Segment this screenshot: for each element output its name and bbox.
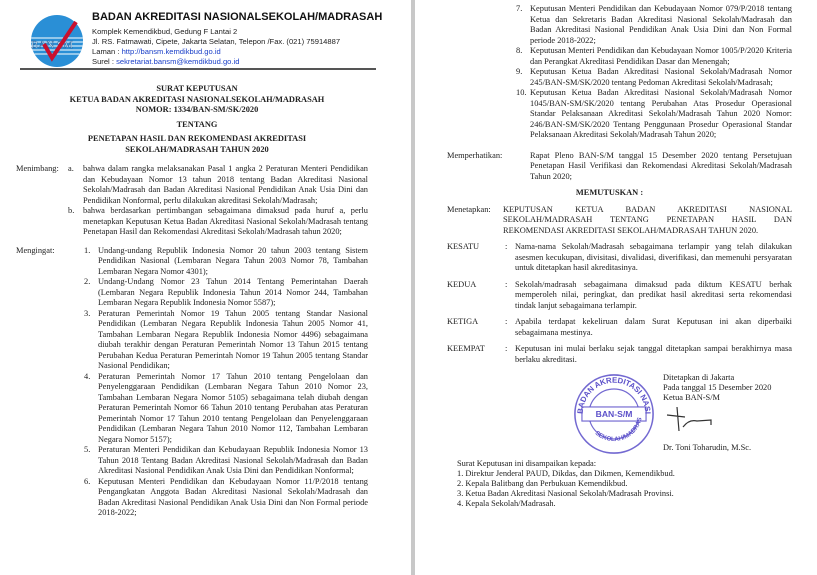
colon: : xyxy=(505,279,508,289)
memutuskan-heading: MEMUTUSKAN : xyxy=(575,188,644,197)
mengingat-list xyxy=(84,246,368,519)
item-marker: b. xyxy=(68,206,75,215)
logo xyxy=(30,14,84,68)
page-divider xyxy=(411,0,415,575)
list-item xyxy=(84,246,368,278)
mengingat-label: Mengingat: xyxy=(16,245,55,255)
tembusan-item: 4. Kepala Sekolah/Madrasah. xyxy=(457,499,556,508)
subject-line: PENETAPAN HASIL DAN REKOMENDASI AKREDITASI xyxy=(87,134,307,143)
item-marker: 7. xyxy=(516,4,523,13)
item-text: Keputusan Ketua Badan Akreditasi Nasional Sekolah/Madrasah Nomor 245/BAN-SM/SK/2020 tentang Pedoman Akreditasi Sekolah/Madrasah; xyxy=(530,67,792,87)
item-text: Keputusan Menteri Pendidikan dan Kebudayaan Nomor 11/P/2018 tentang Pengangkatan Anggota Badan Akreditasi Nasional Sekolah/Madrasah dan Badan Akreditasi Nasional Pendidikan Anak Usia Dini dan Non Formal periode 2018-2022; xyxy=(98,476,368,517)
item-text: Keputusan Menteri Pendidikan dan Kebudayaan Nomor 079/P/2018 tentang Ketua dan Sekretaris Badan Akreditasi Nasional Sekolah/Madrasah dan Badan Akreditasi Nasional Pendidikan Anak Usia Dini dan Non Formal periode 2018-2022; xyxy=(530,4,792,45)
item-text: bahwa dalam rangka melaksanakan Pasal 1 angka 2 Peraturan Menteri Pendidikan dan Kebudayaan Nomor 13 tahun 2018 tentang Badan Akreditasi Nasional Sekolah/Madrasah dan Badan Akreditasi Nasional Pendidikan Anak Usia Dini dan Pendidikan Nonformal, perlu dilakukan akreditasi Sekolah/Madrasah; xyxy=(83,164,368,205)
tembusan-item: 2. Kepala Balitbang dan Perbukuan Kemendikbud. xyxy=(457,479,628,488)
signatory-name: Dr. Toni Toharudin, M.Sc. xyxy=(663,443,752,452)
item-text: Undang-undang Republik Indonesia Nomor 20 tahun 2003 tentang Sistem Pendidikan Nasional (Lembaran Negara Tahun 2003 Nomor 78, Tambahan Lembaran Negara Nomor 4301); xyxy=(98,245,368,276)
diktum-list xyxy=(447,242,792,365)
diktum-text: Keputusan ini mulai berlaku sejak tanggal ditetapkan sampai berakhirnya masa berlaku akreditasi. xyxy=(515,344,792,364)
item-marker: a. xyxy=(68,164,74,173)
right-body xyxy=(447,4,792,509)
mail-label: Surel : xyxy=(92,57,117,66)
list-item xyxy=(68,164,368,206)
org-address xyxy=(92,27,340,67)
document-title xyxy=(0,84,394,155)
diktum-keempat xyxy=(447,344,792,365)
svg-text:BAN SM: BAN SM xyxy=(31,39,73,51)
diktum-label: KEEMPAT xyxy=(447,344,485,353)
menetapkan-section xyxy=(447,205,792,237)
handwritten-signature xyxy=(659,405,719,439)
list-item xyxy=(516,67,792,88)
title-line: NOMOR: 1334/BAN-SM/SK/2020 xyxy=(135,105,259,114)
list-item xyxy=(68,206,368,238)
list-item xyxy=(84,309,368,372)
address-line: Komplek Kemendikbud, Gedung F Lantai 2 xyxy=(92,27,238,36)
item-text: Keputusan Ketua Badan Akreditasi Nasional Sekolah/Madrasah Nomor 1045/BAN-SM/SK/2020 tentang Perubahan Atas Prosedur Operasional Standar Pelaksanaan Akreditasi Sekolah/Madrasah Tahun 2020 Nomor: 246/BAN-SM/SK/2020 Tentang Penggunaan Prosedur Operasional Standar Pelaksanaan Akreditasi Sekolah/Madrasah Tahun 2020; xyxy=(530,88,792,139)
item-marker: 1. xyxy=(84,245,91,255)
list-item xyxy=(84,445,368,477)
sign-place: Ditetapkan di Jakarta xyxy=(663,373,735,382)
item-text: Peraturan Menteri Pendidikan dan Kebudayaan Republik Indonesia Nomor 13 Tahun 2018 Tentang Badan Akreditasi Nasional Sekolah/Madrasah dan Badan Akreditasi Nasional Pendidikan Anak Usia Dini dan Pendidikan Nonformal; xyxy=(98,445,368,475)
memperhatikan-label: Memperhatikan: xyxy=(447,150,503,160)
list-item xyxy=(84,372,368,446)
diktum-text: Sekolah/madrasah sebagaimana dimaksud pada diktum KESATU berhak memperoleh nilai, peringkat, dan predikat hasil akreditasi serta rekomendasi tindak lanjut sebagaimana terlampir. xyxy=(515,279,792,310)
tembusan-intro: Surat Keputusan ini disampaikan kepada: xyxy=(457,459,597,468)
signature-block xyxy=(663,373,771,403)
title-tentang: TENTANG xyxy=(176,119,218,129)
header-rule xyxy=(20,68,376,70)
mengingat-section xyxy=(16,246,368,519)
sign-role: Ketua BAN-S/M xyxy=(663,393,720,402)
memperhatikan-text: Rapat Pleno BAN-S/M tanggal 15 Desember 2020 tentang Persetujuan Penetapan Hasil Verifikasi dan Rekomendasi Akreditasi Sekolah/Madrasah Tahun 2020; xyxy=(530,150,792,181)
tembusan xyxy=(457,459,792,509)
menetapkan-label: Menetapkan: xyxy=(447,204,491,214)
org-name: BADAN AKREDITASI NASIONALSEKOLAH/MADRASAH xyxy=(92,11,383,23)
diktum-label: KETIGA xyxy=(447,317,479,326)
item-text: Undang-Undang Nomor 23 Tahun 2014 Tentang Pemerintahan Daerah (Lembaran Negara Republik Indonesia Tahun 2014 Nomor 244, Tambahan Lembaran Negara Republik Indonesia Nomor 5587); xyxy=(98,277,368,307)
tembusan-item: 1. Direktur Jenderal PAUD, Dikdas, dan Dikmen, Kemendikbud. xyxy=(457,469,675,478)
menimbang-label: Menimbang: xyxy=(16,164,59,173)
item-marker: 10. xyxy=(516,88,527,97)
svg-text:SEKOLAH/MADRASAH: SEKOLAH/MADRAS xyxy=(593,416,644,444)
left-body xyxy=(16,164,368,519)
svg-text:BADAN AKREDITASI NASIONAL: BADAN AKREDITASI NASI xyxy=(575,375,653,415)
colon: : xyxy=(505,317,508,326)
email-link[interactable]: sekretariat.bansm@kemdikbud.go.id xyxy=(116,57,240,66)
list-item xyxy=(516,88,792,141)
diktum-kesatu xyxy=(447,242,792,274)
item-marker: 2. xyxy=(84,277,91,286)
menimbang-section xyxy=(16,164,368,238)
tembusan-item: 3. Ketua Badan Akreditasi Nasional Sekolah/Madrasah Provinsi. xyxy=(457,489,674,498)
mengingat-list-continued xyxy=(516,4,792,141)
web-label: Laman : xyxy=(92,47,122,56)
diktum-label: KESATU xyxy=(447,242,480,251)
diktum-text: Apabila terdapat kekeliruan dalam Surat Keputusan ini akan diperbaiki sebagaimana mestinya. xyxy=(515,317,792,337)
diktum-text: Nama-nama Sekolah/Madrasah sebagaimana terlampir yang telah dilakukan asesmen kecukupan, divisitasi, divalidasi, diverifikasi, dan memenuhi persyaratan untuk ditetapkan hasil akreditasinya. xyxy=(515,242,792,272)
menimbang-list xyxy=(68,164,368,238)
item-text: Peraturan Pemerintah Nomor 19 Tahun 2005 tentang Standar Nasional Pendidikan (Lembaran Negara Republik Indonesia Tahun 2005 Nomor 41, Tambahan Lembaran Negara Republik Indonesia Nomor 4496) sebagaimana diubah terakhir dengan Peraturan Pemerintah Nomor 13 Tahun 2015 tentang Perubahan Kedua Peraturan Pemerintah Nomor 19 Tahun 2005 tentang Standar Nasional Pendidikan; xyxy=(98,308,368,370)
colon: : xyxy=(505,242,508,251)
diktum-kedua xyxy=(447,280,792,312)
menetapkan-text: KEPUTUSAN KETUA BADAN AKREDITASI NASIONAL SEKOLAH/MADRASAH TENTANG PENETAPAN HASIL DAN REKOMENDASI AKREDITASI SEKOLAH/MADRASAH TAHUN 2020. xyxy=(503,204,792,235)
colon: : xyxy=(505,344,508,353)
memperhatikan-section xyxy=(447,151,792,183)
item-marker: 8. xyxy=(516,46,523,55)
website-link[interactable]: http://bansm.kemdikbud.go.id xyxy=(121,47,221,56)
list-item xyxy=(84,477,368,519)
item-marker: 9. xyxy=(516,67,523,76)
item-text: Keputusan Menteri Pendidikan dan Kebudayaan Nomor 1005/P/2020 Kriteria dan Perangkat Akreditasi Pendidikan Dasar dan Menengah; xyxy=(530,46,792,66)
diktum-ketiga xyxy=(447,317,792,338)
official-stamp xyxy=(571,371,657,457)
item-marker: 5. xyxy=(84,445,91,454)
stamp-center-text: BAN-S/M xyxy=(595,409,633,420)
subject-line: SEKOLAH/MADRASAH TAHUN 2020 xyxy=(125,144,269,154)
item-marker: 4. xyxy=(84,371,91,381)
sign-date: Pada tanggal 15 Desember 2020 xyxy=(663,383,772,392)
item-text: bahwa berdasarkan pertimbangan sebagaimana dimaksud pada huruf a, perlu menetapkan Keputusan Ketua Badan Akreditasi Nasional Sekolah/Madrasah tentang Penetapan Hasil dan Rekomendasi Akreditasi Sekolah/Madrasah tahun 2020; xyxy=(83,206,368,236)
diktum-label: KEDUA xyxy=(447,279,477,289)
list-item xyxy=(516,46,792,67)
list-item xyxy=(516,4,792,46)
title-line: KETUA BADAN AKREDITASI NASIONALSEKOLAH/MADRASAH xyxy=(69,94,325,104)
list-item xyxy=(84,277,368,309)
item-text: Peraturan Pemerintah Nomor 17 Tahun 2010 tentang Pengelolaan dan Penyelenggaraan Pendidikan (Lembaran Negara Tahun 2010 Nomor 23, Tambahan Lembaran Negara Nomor 5105) sebagaimana telah diubah dengan Peraturan Pemerintah Nomor 66 Tahun 2010 tentang Perubahan atas Peraturan Pemerintah Nomor 17 Tahun 2010 tentang Pengelolaan dan Penyelenggaraan Pendidikan (Lembaran Negara Tahun 2010 Nomor 112, Tambahan Lembaran Negara Nomor 5157); xyxy=(98,371,368,444)
address-line: Jl. RS. Fatmawati, Cipete, Jakarta Selatan, Telepon /Fax. (021) 75914887 xyxy=(92,37,341,46)
title-line: SURAT KEPUTUSAN xyxy=(156,84,238,93)
signature-area xyxy=(447,371,792,457)
item-marker: 6. xyxy=(84,476,91,486)
item-marker: 3. xyxy=(84,308,91,318)
